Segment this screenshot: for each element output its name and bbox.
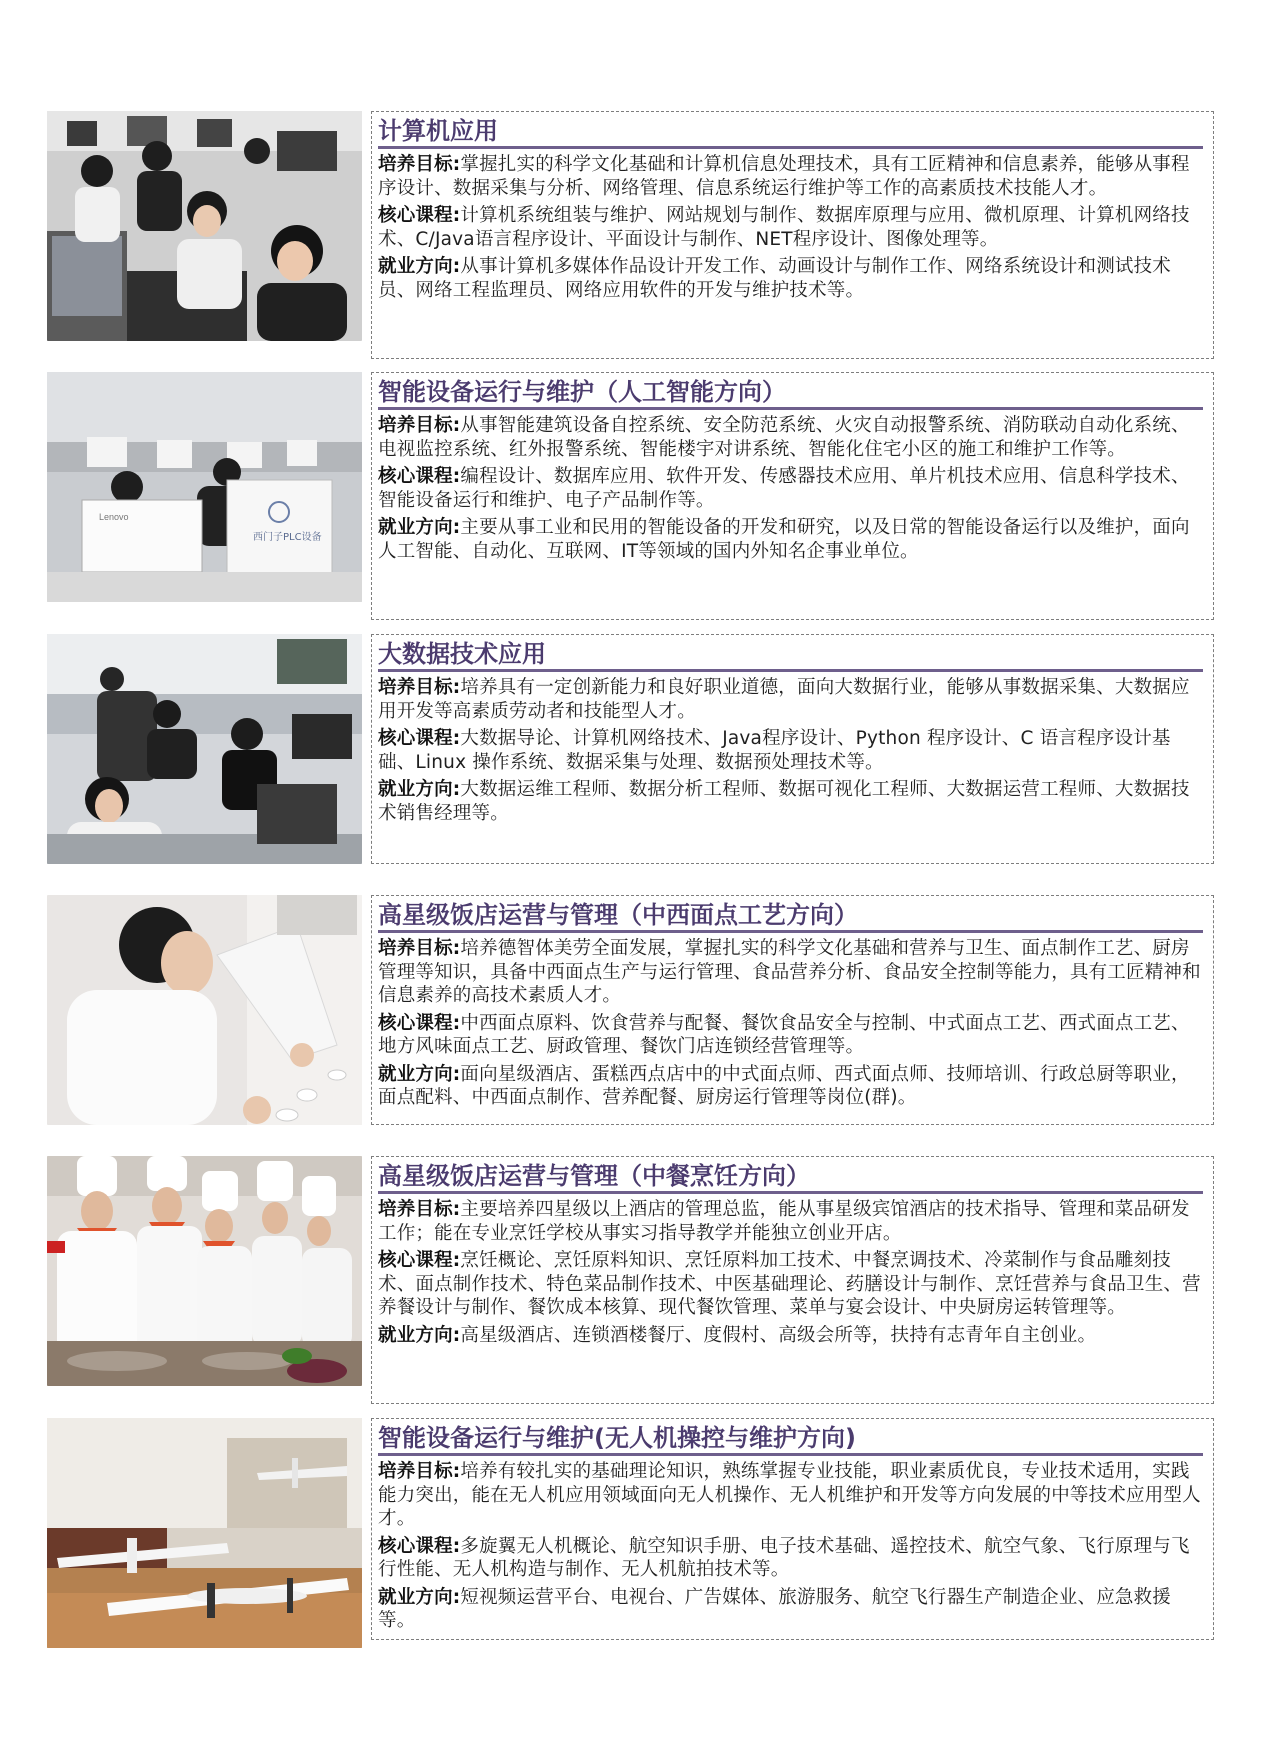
program-title: 计算机应用: [378, 116, 1203, 149]
training-goal: [378, 414, 1203, 461]
program-title: 智能设备运行与维护（人工智能方向）: [378, 377, 1203, 410]
core-courses-text: 编程设计、数据库应用、软件开发、传感器技术应用、单片机技术应用、信息科学技术、智能设备运行和维护、电子产品制作等。: [378, 466, 1190, 511]
career-direction-label: 就业方向:: [378, 517, 461, 538]
career-direction-text: 大数据运维工程师、数据分析工程师、数据可视化工程师、大数据运营工程师、大数据技术销售经理等。: [378, 779, 1190, 824]
program-info-box: [371, 111, 1214, 359]
career-direction: [378, 1063, 1203, 1110]
training-goal: [378, 1198, 1203, 1245]
career-direction-text: 主要从事工业和民用的智能设备的开发和研究，以及日常的智能设备运行以及维护，面向人工智能、自动化、互联网、IT等领域的国内外知名企事业单位。: [378, 517, 1190, 562]
core-courses-label: 核心课程:: [378, 1012, 461, 1034]
training-goal-text: 主要培养四星级以上酒店的管理总监，能从事星级宾馆酒店的技术指导、管理和菜品研发工作；能在专业烹饪学校从事实习指导教学并能独立创业开店。: [378, 1199, 1190, 1244]
drone-photo-art: [47, 1418, 362, 1648]
program-title: 高星级饭店运营与管理（中餐烹饪方向）: [378, 1161, 1203, 1194]
plc-device-label: 西门子PLC设备: [253, 532, 322, 543]
core-courses: [378, 1012, 1203, 1059]
career-direction-label: 就业方向:: [378, 1586, 461, 1608]
core-courses-text: 多旋翼无人机概论、航空知识手册、电子技术基础、遥控技术、航空气象、飞行原理与飞行性能、无人机构造与制作、无人机航拍技术等。: [378, 1535, 1190, 1580]
training-goal: [378, 676, 1203, 723]
program-title: 大数据技术应用: [378, 639, 1203, 672]
career-direction: [378, 516, 1203, 563]
lenovo-logo-text: Lenovo: [99, 512, 129, 522]
big-data-classroom-photo: [47, 634, 362, 864]
training-goal: [378, 1460, 1203, 1531]
chef-photo-art: [47, 1156, 362, 1386]
core-courses: [378, 1249, 1203, 1320]
pastry-piping-student-photo: [47, 895, 362, 1125]
core-courses: [378, 465, 1203, 512]
career-direction-label: 就业方向:: [378, 1324, 461, 1346]
fixed-wing-drones-hall-photo: [47, 1418, 362, 1648]
core-courses-text: 大数据导论、计算机网络技术、Java程序设计、Python 程序设计、C 语言程序设计基础、Linux 操作系统、数据采集与处理、数据预处理技术等。: [378, 728, 1171, 773]
career-direction: [378, 1586, 1203, 1633]
core-courses-label: 核心课程:: [378, 1535, 461, 1557]
training-goal-label: 培养目标:: [378, 154, 461, 175]
career-direction-label: 就业方向:: [378, 1063, 461, 1085]
core-courses-label: 核心课程:: [378, 466, 461, 487]
program-title: 智能设备运行与维护(无人机操控与维护方向): [378, 1423, 1203, 1456]
training-goal-text: 培养有较扎实的基础理论知识，熟练掌握专业技能，职业素质优良，专业技术适用，实践能力突出，能在无人机应用领域面向无人机操作、无人机维护和开发等方向发展的中等技术应用型人才。: [378, 1461, 1201, 1529]
training-goal-text: 培养德智体美劳全面发展，掌握扎实的科学文化基础和营养与卫生、面点制作工艺、厨房管理等知识，具备中西面点生产与运行管理、食品营养分析、食品安全控制等能力，具有工匠精神和信息素养的高技术素质人才。: [378, 938, 1201, 1006]
chef-students-cooking-photo: [47, 1156, 362, 1386]
core-courses-label: 核心课程:: [378, 205, 461, 226]
core-courses-label: 核心课程:: [378, 728, 461, 749]
program-info-box: [371, 1418, 1214, 1640]
program-info-box: [371, 895, 1214, 1125]
program-info-box: [371, 634, 1214, 864]
core-courses-label: 核心课程:: [378, 1250, 461, 1271]
core-courses-text: 中西面点原料、饮食营养与配餐、餐饮食品安全与控制、中式面点工艺、西式面点工艺、地方风味面点工艺、厨政管理、餐饮门店连锁经营管理等。: [378, 1012, 1190, 1057]
core-courses: [378, 727, 1203, 774]
training-goal-label: 培养目标:: [378, 415, 461, 436]
computer-lab-students-photo: [47, 111, 362, 341]
big-data-photo-art: [47, 634, 362, 864]
core-courses: [378, 1535, 1203, 1582]
training-goal-label: 培养目标:: [378, 677, 461, 698]
career-direction: [378, 1324, 1203, 1348]
career-direction: [378, 255, 1203, 302]
career-direction-text: 高星级酒店、连锁酒楼餐厅、度假村、高级会所等，扶持有志青年自主创业。: [460, 1324, 1097, 1346]
career-direction-text: 面向星级酒店、蛋糕西点店中的中式面点师、西式面点师、技师培训、行政总厨等职业，面点配料、中西面点制作、营养配餐、厨房运行管理等岗位(群)。: [378, 1063, 1190, 1108]
training-goal-text: 从事智能建筑设备自控系统、安全防范系统、火灾自动报警系统、消防联动自动化系统、电视监控系统、红外报警系统、智能楼宇对讲系统、智能化住宅小区的施工和维护工作等。: [378, 415, 1190, 460]
plc-equipment-lab-photo: [47, 372, 362, 602]
training-goal-text: 掌握扎实的科学文化基础和计算机信息处理技术，具有工匠精神和信息素养，能够从事程序设计、数据采集与分析、网络管理、信息系统运行维护等工作的高素质技术技能人才。: [378, 154, 1190, 199]
career-direction-text: 短视频运营平台、电视台、广告媒体、旅游服务、航空飞行器生产制造企业、应急救援等。: [378, 1586, 1172, 1631]
training-goal: [378, 153, 1203, 200]
career-direction-label: 就业方向:: [378, 779, 461, 800]
program-title: 高星级饭店运营与管理（中西面点工艺方向）: [378, 900, 1203, 933]
training-goal-label: 培养目标:: [378, 1461, 461, 1482]
career-direction-text: 从事计算机多媒体作品设计开发工作、动画设计与制作工作、网络系统设计和测试技术员、网络工程监理员、网络应用软件的开发与维护技术等。: [378, 256, 1172, 301]
core-courses-text: 烹饪概论、烹饪原料知识、烹饪原料加工技术、中餐烹调技术、冷菜制作与食品雕刻技术、面点制作技术、特色菜品制作技术、中医基础理论、药膳设计与制作、烹饪营养与食品卫生、营养餐设计与制作、餐饮成本核算、现代餐饮管理、菜单与宴会设计、中央厨房运转管理等。: [378, 1250, 1201, 1318]
training-goal-label: 培养目标:: [378, 938, 461, 959]
pastry-photo-art: [47, 895, 362, 1125]
training-goal-label: 培养目标:: [378, 1199, 461, 1220]
training-goal-text: 培养具有一定创新能力和良好职业道德，面向大数据行业，能够从事数据采集、大数据应用开发等高素质劳动者和技能型人才。: [378, 677, 1190, 722]
career-direction: [378, 778, 1203, 825]
program-info-box: [371, 1156, 1214, 1404]
career-direction-label: 就业方向:: [378, 256, 461, 277]
core-courses-text: 计算机系统组装与维护、网站规划与制作、数据库原理与应用、微机原理、计算机网络技术、C/Java语言程序设计、平面设计与制作、NET程序设计、图像处理等。: [378, 205, 1190, 250]
program-info-box: [371, 372, 1214, 620]
core-courses: [378, 204, 1203, 251]
plc-lab-photo-art: [47, 372, 362, 602]
training-goal: [378, 937, 1203, 1008]
computer-lab-photo-art: [47, 111, 362, 341]
